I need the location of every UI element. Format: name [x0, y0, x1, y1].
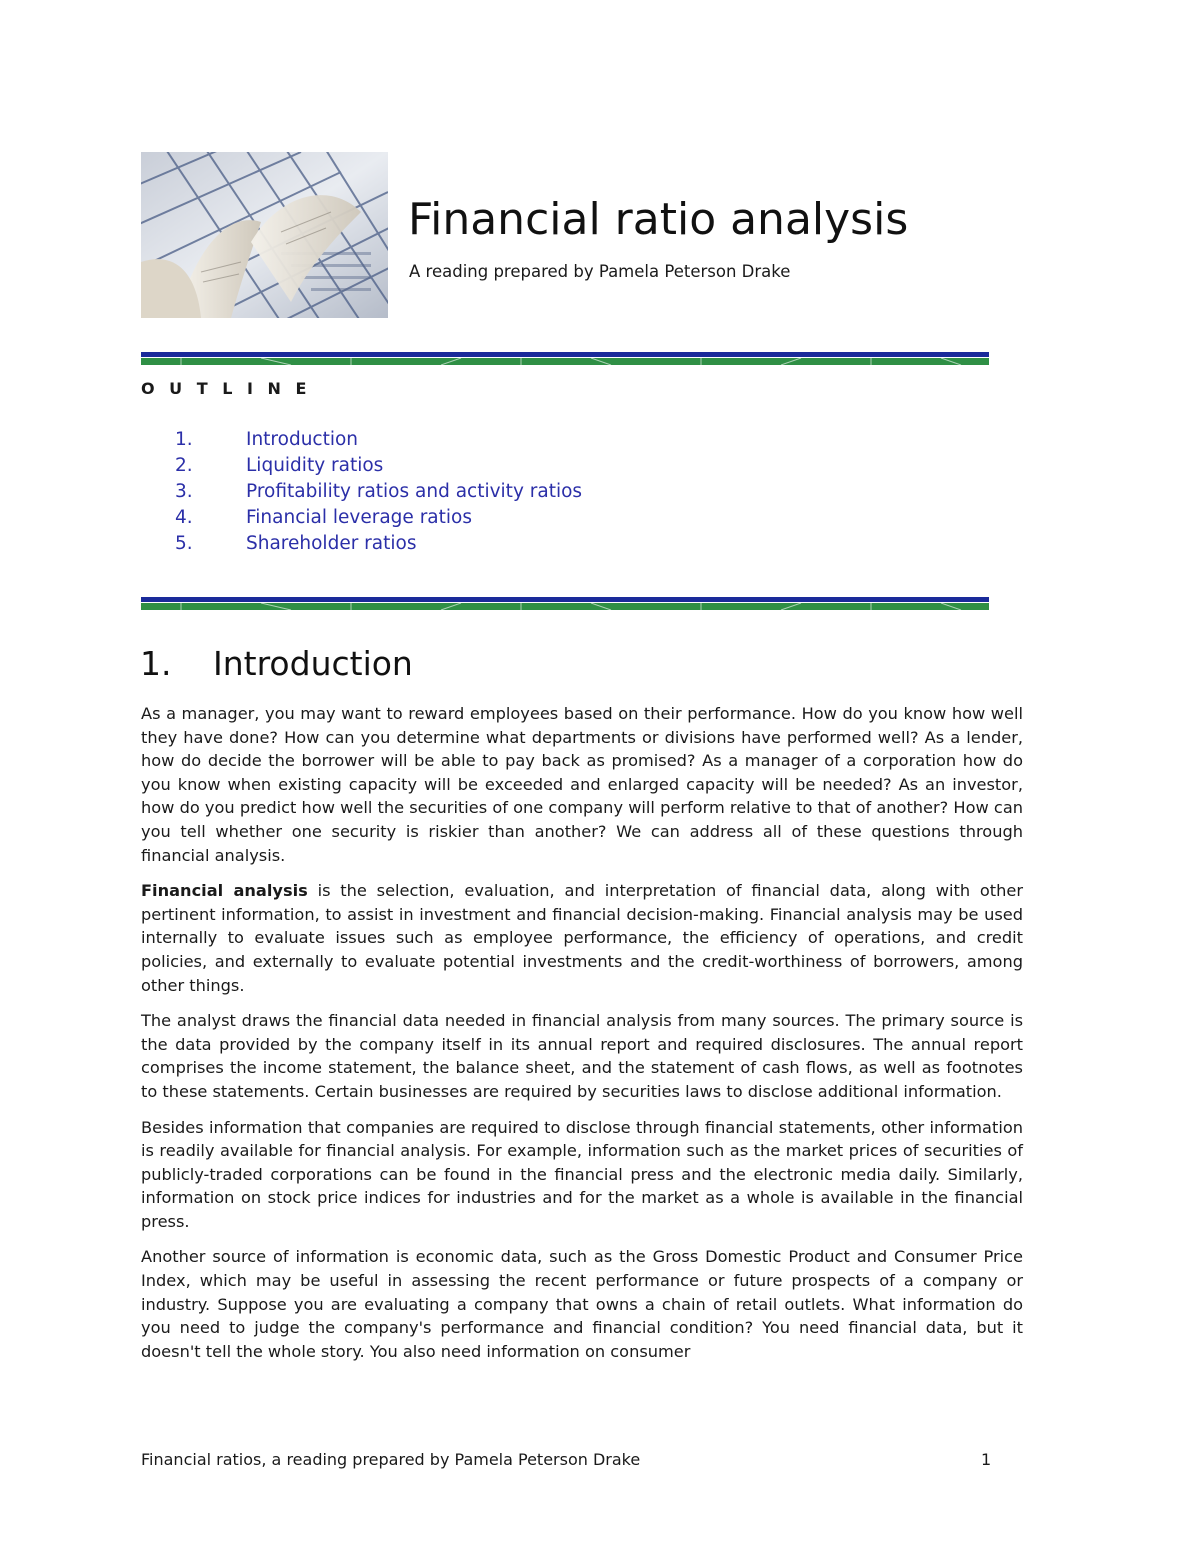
outline-item-introduction[interactable] [175, 429, 582, 455]
paragraph: Besides information that companies are required to disclose through financial statements, other information is readily available for financial analysis. For example, information such as the market prices of securities of publicly-traded corporations can be found in the financial press and the electronic media daily. Similarly, information on stock price indices for industries and for the market as a whole is available in the financial press. [141, 1117, 1023, 1231]
outline-item-number: 4. [175, 507, 193, 528]
outline-item-profitability-ratios[interactable] [175, 481, 582, 507]
outline-item-number: 3. [175, 481, 193, 502]
outline-link[interactable]: Shareholder ratios [246, 533, 417, 554]
outline-item-shareholder-ratios[interactable] [175, 533, 582, 559]
page-number: 1 [981, 1450, 992, 1469]
outline-heading: O U T L I N E [141, 379, 311, 398]
outline-item-number: 2. [175, 455, 193, 476]
header-photo [141, 152, 388, 318]
paragraph: As a manager, you may want to reward employees based on their performance. How do you know how well they have done? How can you determine what departments or divisions have performed well? As a lender, how do decide the borrower will be able to pay back as promised? As a manager of a corporation how do you know when existing capacity will be exceeded and enlarged capacity will be needed? As an investor, how do you predict how well the securities of one company will perform relative to that of another? How can you tell whether one security is riskier than another? We can address all of these questions through financial analysis. [141, 704, 1023, 865]
defined-term: Financial analysis [141, 881, 308, 901]
outline-item-liquidity-ratios[interactable] [175, 455, 582, 481]
document-title: Financial ratio analysis [408, 194, 909, 245]
outline-link[interactable]: Introduction [246, 429, 359, 450]
section-number: 1. [140, 644, 172, 683]
outline-list [175, 429, 582, 559]
paragraph-text: is the selection, evaluation, and interpretation of financial data, along with other pertinent information, to assist in investment and financial decision-making. Financial analysis may be used internally to evaluate issues such as employee performance, the efficiency of operations, and credit policies, and externally to evaluate potential investments and the credit-worthiness of borrowers, among other things. [141, 881, 1023, 995]
outline-item-financial-leverage-ratios[interactable] [175, 507, 582, 533]
paragraph: Another source of information is economic data, such as the Gross Domestic Product and Consumer Price Index, which may be useful in assessing the recent performance or future prospects of a company or industry. Suppose you are evaluating a company that owns a chain of retail outlets. What information do you need to judge the company's performance and financial condition? You need financial data, but it doesn't tell the whole story. You also need information on consumer [141, 1247, 1023, 1361]
outline-link[interactable]: Financial leverage ratios [246, 507, 472, 528]
section-body [141, 702, 1023, 1375]
section-title: Introduction [213, 644, 413, 683]
outline-link[interactable]: Profitability ratios and activity ratios [246, 481, 583, 502]
page-footer: Financial ratios, a reading prepared by Pamela Peterson Drake [141, 1450, 641, 1469]
outline-item-number: 1. [175, 429, 193, 450]
outline-link[interactable]: Liquidity ratios [246, 455, 384, 476]
bottom-divider [141, 597, 989, 610]
section-heading-introduction [140, 644, 413, 683]
outline-item-number: 5. [175, 533, 193, 554]
paragraph: The analyst draws the financial data needed in financial analysis from many sources. The primary source is the data provided by the company itself in its annual report and required disclosures. The annual report comprises the income statement, the balance sheet, and the statement of cash flows, as well as footnotes to these statements. Certain businesses are required by securities laws to disclose additional information. [141, 1011, 1023, 1101]
document-subtitle: A reading prepared by Pamela Peterson Drake [409, 262, 791, 281]
top-divider [141, 352, 989, 365]
paragraph [141, 879, 1023, 997]
financial-papers-photo-icon [141, 152, 388, 318]
